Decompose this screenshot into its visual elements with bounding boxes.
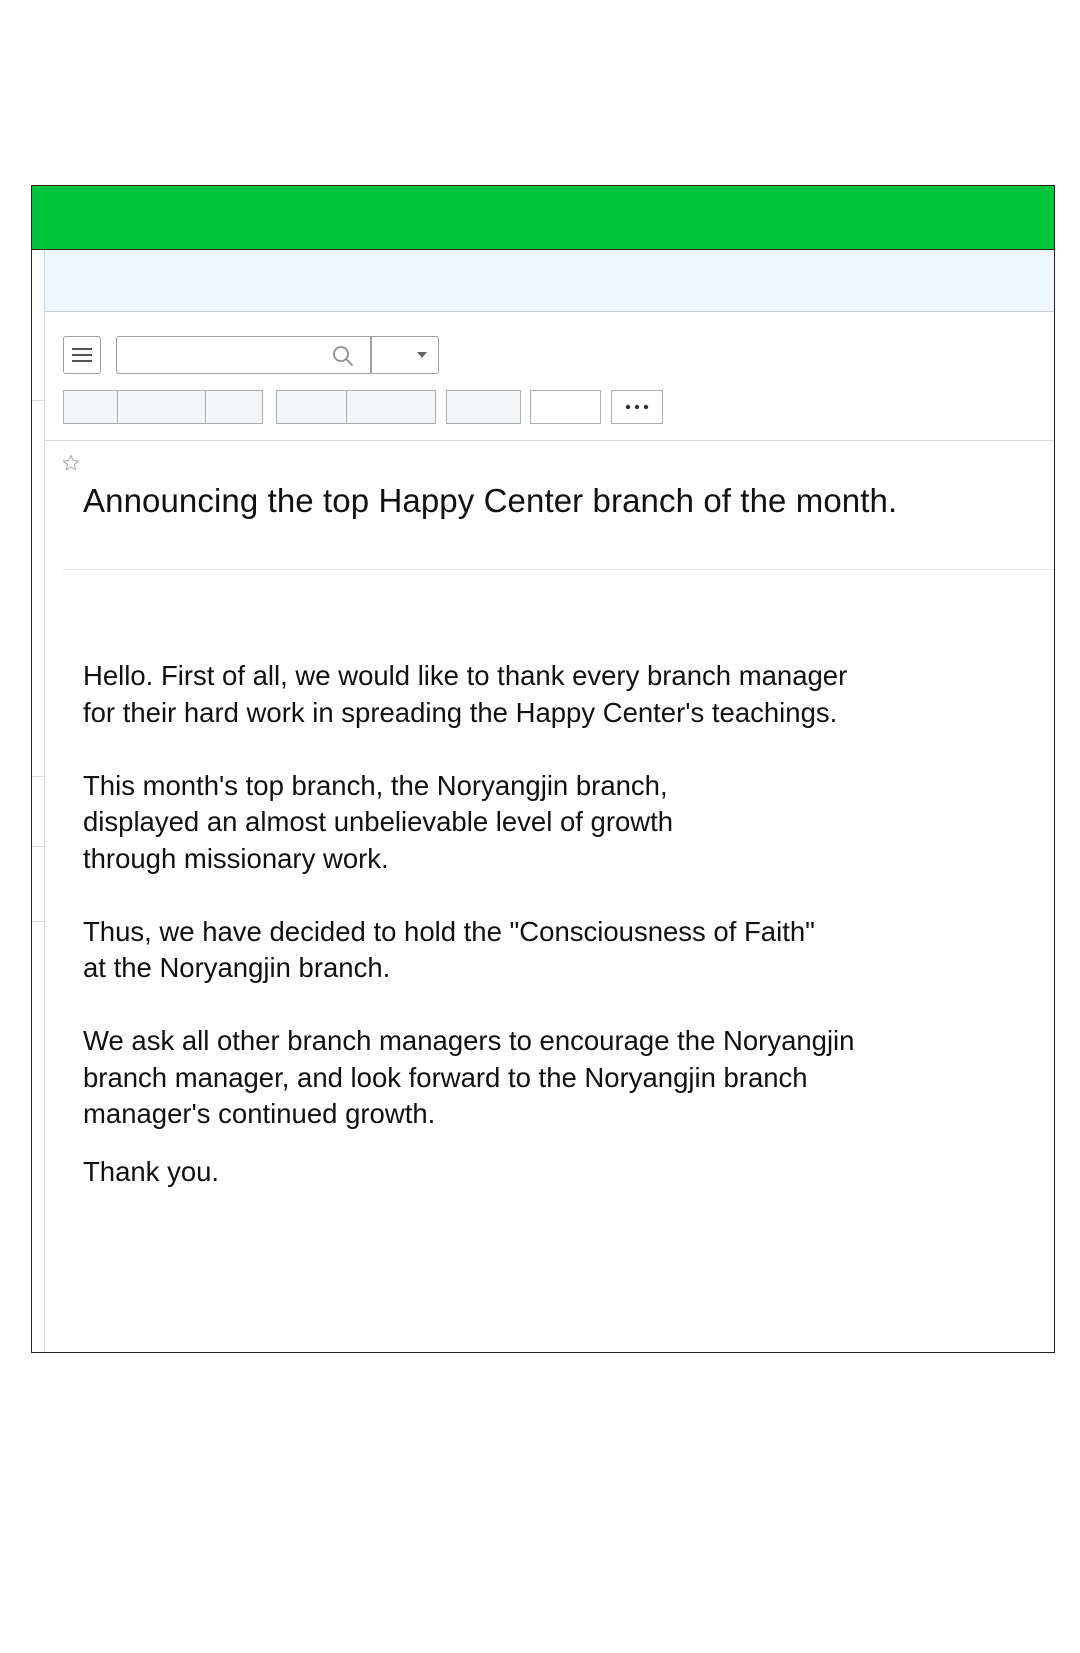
toolbar-divider [45, 440, 1054, 441]
toolbar-button-4[interactable] [276, 390, 348, 424]
body-paragraph-event: Thus, we have decided to hold the "Consciousness of Faith" at the Noryangjin branch. [83, 915, 815, 983]
more-icon [625, 404, 649, 410]
body-paragraph-top-branch: This month's top branch, the Noryangjin branch, displayed an almost unbelievable level of growth through missionary work. [83, 769, 674, 874]
mail-subject: Announcing the top Happy Center branch of the month. [83, 482, 898, 519]
title-bar [32, 186, 1054, 250]
toolbar-button-5[interactable] [346, 390, 436, 424]
sub-header-bar [45, 250, 1054, 312]
toolbar-button-2[interactable] [117, 390, 207, 424]
body-paragraph-closing: Thank you. [83, 1155, 220, 1187]
toolbar-button-6[interactable] [446, 390, 521, 424]
left-panel-edge [44, 250, 45, 1353]
toolbar-button-7[interactable] [530, 390, 601, 424]
search-input[interactable] [117, 337, 317, 373]
search-divider [370, 337, 372, 373]
left-panel-tick [32, 400, 44, 401]
toolbar-button-3[interactable] [205, 390, 263, 424]
more-button[interactable] [611, 390, 663, 424]
subject-divider [63, 569, 1054, 570]
mail-body [83, 658, 1023, 1190]
menu-icon [72, 347, 92, 363]
search-box [116, 336, 439, 374]
toolbar-button-1[interactable] [63, 390, 119, 424]
chevron-down-icon[interactable] [417, 352, 427, 358]
left-panel-tick [32, 846, 44, 847]
body-paragraph-greeting: Hello. First of all, we would like to thank every branch manager for their hard work in spreading the Happy Center's teachings. [83, 660, 848, 728]
search-icon[interactable] [332, 345, 354, 367]
left-panel-tick [32, 921, 44, 922]
body-paragraph-request: We ask all other branch managers to encourage the Noryangjin branch manager, and look forward to the Noryangjin branch manager's continued growth. [83, 1025, 855, 1129]
left-panel-tick [32, 776, 44, 777]
star-icon[interactable] [62, 454, 80, 472]
mail-window [31, 185, 1055, 1353]
menu-button[interactable] [63, 336, 101, 374]
